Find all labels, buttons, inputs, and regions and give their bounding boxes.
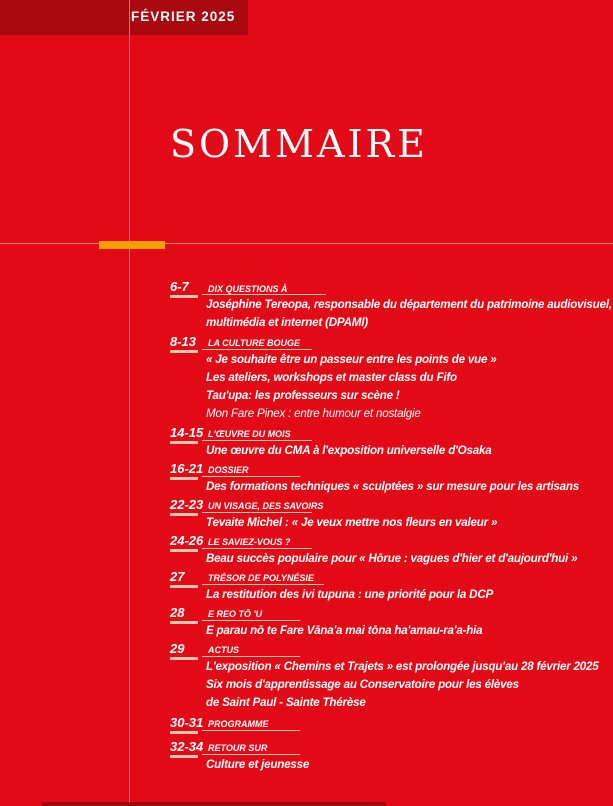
toc-pages: 30-31	[170, 715, 204, 730]
toc-pages: 16-21	[170, 461, 204, 476]
toc-divider	[202, 620, 300, 621]
toc-section-label: LA CULTURE BOUGE	[208, 338, 300, 348]
toc-section-label: DIX QUESTIONS À	[208, 284, 288, 294]
toc-section-label: L'ŒUVRE DU MOIS	[208, 429, 291, 439]
toc-entry[interactable]: Joséphine Tereopa, responsable du département du patrimoine audiovisuel,	[206, 298, 612, 311]
toc-divider	[202, 754, 300, 755]
toc-section-label: ACTUS	[208, 645, 239, 655]
toc-entry[interactable]: « Je souhaite être un passeur entre les points de vue »	[206, 353, 497, 366]
toc-section-label: PROGRAMME	[208, 719, 269, 729]
toc-section-label: LE SAVIEZ-VOUS ?	[208, 537, 291, 547]
toc-pages: 29	[170, 641, 185, 656]
toc-pages: 6-7	[170, 279, 189, 294]
toc-divider	[202, 548, 312, 549]
toc-entry[interactable]: Une œuvre du CMA à l'exposition universelle d'Osaka	[206, 444, 492, 457]
toc-entry[interactable]: multimédia et internet (DPAMI)	[206, 316, 368, 329]
toc-entry[interactable]: Des formations techniques « sculptées » sur mesure pour les artisans	[206, 480, 579, 493]
page-title: SOMMAIRE	[170, 122, 428, 166]
toc-entry[interactable]: Culture et jeunesse	[206, 758, 310, 771]
toc-entry[interactable]: Tevaite Michel : « Je veux mettre nos fleurs en valeur »	[206, 516, 498, 529]
toc-section-label: RETOUR SUR	[208, 743, 268, 753]
toc-divider	[202, 584, 324, 585]
toc-entry[interactable]: Tau'upa: les professeurs sur scène !	[206, 389, 400, 402]
toc-divider	[202, 730, 300, 731]
toc-divider	[202, 440, 312, 441]
toc-pages: 8-13	[170, 334, 197, 349]
toc-entry[interactable]: Six mois d'apprentissage au Conservatoire pour les élèves	[206, 678, 519, 691]
toc-pages: 22-23	[170, 497, 204, 512]
toc-entry[interactable]: Mon Fare Pinex : entre humour et nostalgie	[206, 407, 421, 420]
toc-divider	[202, 349, 312, 350]
toc-divider	[202, 476, 300, 477]
toc-pages: 27	[170, 569, 185, 584]
issue-date: FÉVRIER 2025	[131, 9, 236, 24]
toc-entry[interactable]: de Saint Paul - Sainte Thérèse	[206, 696, 366, 709]
toc-section-label: TRÉSOR DE POLYNÉSIE	[208, 573, 314, 583]
toc-section-label: UN VISAGE, DES SAVOIRS	[208, 501, 324, 511]
toc-section-label: E REO TŌ 'U	[208, 609, 263, 619]
toc-pages: 32-34	[170, 739, 204, 754]
toc-entry[interactable]: E parau nō te Fare Vāna'a mai tōna ha'amau-ra'a-hia	[206, 624, 483, 637]
toc-entry[interactable]: Beau succès populaire pour « Hōrue : vagues d'hier et d'aujourd'hui »	[206, 552, 578, 565]
toc-pages: 28	[170, 605, 185, 620]
toc-entry[interactable]: Les ateliers, workshops et master class du Fifo	[206, 371, 457, 384]
toc-pages: 14-15	[170, 425, 204, 440]
toc-pages: 24-26	[170, 533, 204, 548]
bottom-strip	[42, 802, 386, 806]
toc-divider	[202, 656, 300, 657]
toc-section-label: DOSSIER	[208, 465, 249, 475]
toc-entry[interactable]: La restitution des ivi tupuna : une priorité pour la DCP	[206, 588, 494, 601]
toc-entry[interactable]: L'exposition « Chemins et Trajets » est prolongée jusqu'au 28 février 2025	[206, 660, 599, 673]
toc-divider	[202, 512, 312, 513]
